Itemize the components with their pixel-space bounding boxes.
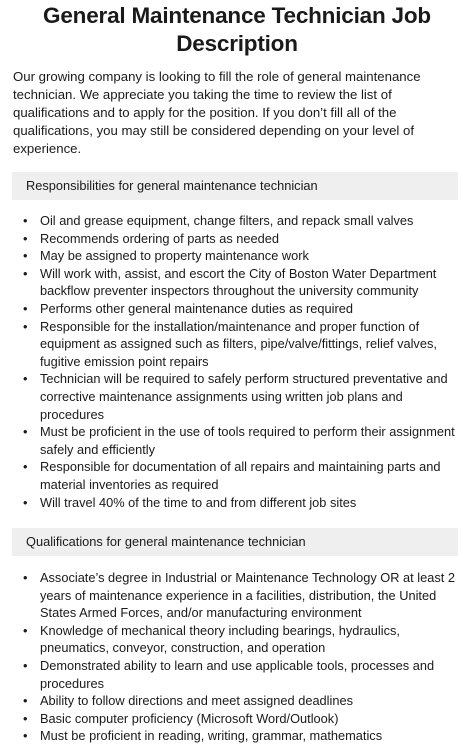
- list-item: [22, 657, 464, 692]
- list-item-text: Oil and grease equipment, change filters, and repack small valves: [40, 213, 414, 228]
- list-item-text: Basic computer proficiency (Microsoft Word/Outlook): [40, 710, 339, 726]
- list-item-text: Associate’s degree in Industrial or Maintenance Technology OR at least 2 years of maintenance experience in a facilities, distribution, the United States Armed Forces, and/or manufacturing environment: [40, 570, 455, 621]
- bullet-icon: •: [23, 693, 28, 709]
- bullet-icon: •: [23, 230, 28, 246]
- list-item: [22, 727, 464, 745]
- bullet-icon: •: [23, 570, 28, 586]
- page-title: General Maintenance Technician Job Description: [43, 3, 431, 56]
- list-item-text: Technician will be required to safely perform structured preventative and corrective maintenance assignments using written job plans and procedures: [40, 371, 448, 422]
- bullet-icon: •: [23, 710, 28, 726]
- intro-paragraph: Our growing company is looking to fill the role of general maintenance technician. We appreciate you taking the time to review the list of qualifications and to apply for the position. If you don’t fill all of the qualifications, you may still be considered depending on your level of experience.: [13, 69, 421, 156]
- list-item: [22, 370, 464, 423]
- list-item: [22, 230, 464, 248]
- bullet-icon: •: [23, 728, 28, 744]
- list-item-text: Will work with, assist, and escort the City of Boston Water Department backflow preventer inspectors throughout the university community: [40, 265, 437, 299]
- list-item: [22, 212, 464, 230]
- qualifications-header: Qualifications for general maintenance technician: [12, 528, 458, 556]
- bullet-icon: •: [23, 424, 28, 440]
- list-item-text: Will travel 40% of the time to and from different job sites: [40, 494, 357, 510]
- list-item: [22, 458, 464, 493]
- list-item: [22, 692, 464, 710]
- list-item-text: Ability to follow directions and meet assigned deadlines: [40, 693, 353, 709]
- list-item-text: Recommends ordering of parts as needed: [40, 230, 280, 246]
- bullet-icon: •: [23, 248, 28, 264]
- list-item-text: Responsible for documentation of all repairs and maintaining parts and material inventories as required: [40, 459, 441, 492]
- bullet-icon: •: [23, 265, 28, 281]
- list-item: [22, 265, 464, 300]
- qualifications-list: [0, 569, 474, 745]
- list-item-text: Must be proficient in reading, writing, grammar, mathematics: [40, 728, 383, 744]
- list-item: [22, 300, 464, 318]
- bullet-icon: •: [23, 300, 28, 316]
- responsibilities-list: [0, 212, 474, 511]
- list-item: [22, 247, 464, 265]
- list-item-text: Performs other general maintenance duties as required: [40, 300, 353, 316]
- list-item-text: Responsible for the installation/maintenance and proper function of equipment as assigned such as filters, pipe/valve/fittings, relief valves, fugitive emission point repairs: [40, 318, 437, 369]
- bullet-icon: •: [23, 318, 28, 334]
- list-item-text: Knowledge of mechanical theory including bearings, hydraulics, pneumatics, conveyor, construction, and operation: [40, 622, 400, 656]
- list-item: [22, 622, 464, 657]
- bullet-icon: •: [23, 622, 28, 638]
- list-item: [22, 318, 464, 371]
- list-item-text: May be assigned to property maintenance work: [40, 248, 309, 264]
- bullet-icon: •: [23, 459, 28, 475]
- list-item-text: Demonstrated ability to learn and use applicable tools, processes and procedures: [40, 658, 435, 691]
- list-item-text: Must be proficient in the use of tools required to perform their assignment safely and efficiently: [40, 424, 455, 457]
- bullet-icon: •: [23, 371, 28, 387]
- bullet-icon: •: [23, 494, 28, 510]
- list-item: [22, 569, 464, 622]
- list-item: [22, 423, 464, 458]
- list-item: [22, 710, 464, 728]
- bullet-icon: •: [23, 658, 28, 674]
- bullet-icon: •: [23, 213, 28, 228]
- list-item: [22, 494, 464, 512]
- responsibilities-header: Responsibilities for general maintenance technician: [12, 172, 458, 200]
